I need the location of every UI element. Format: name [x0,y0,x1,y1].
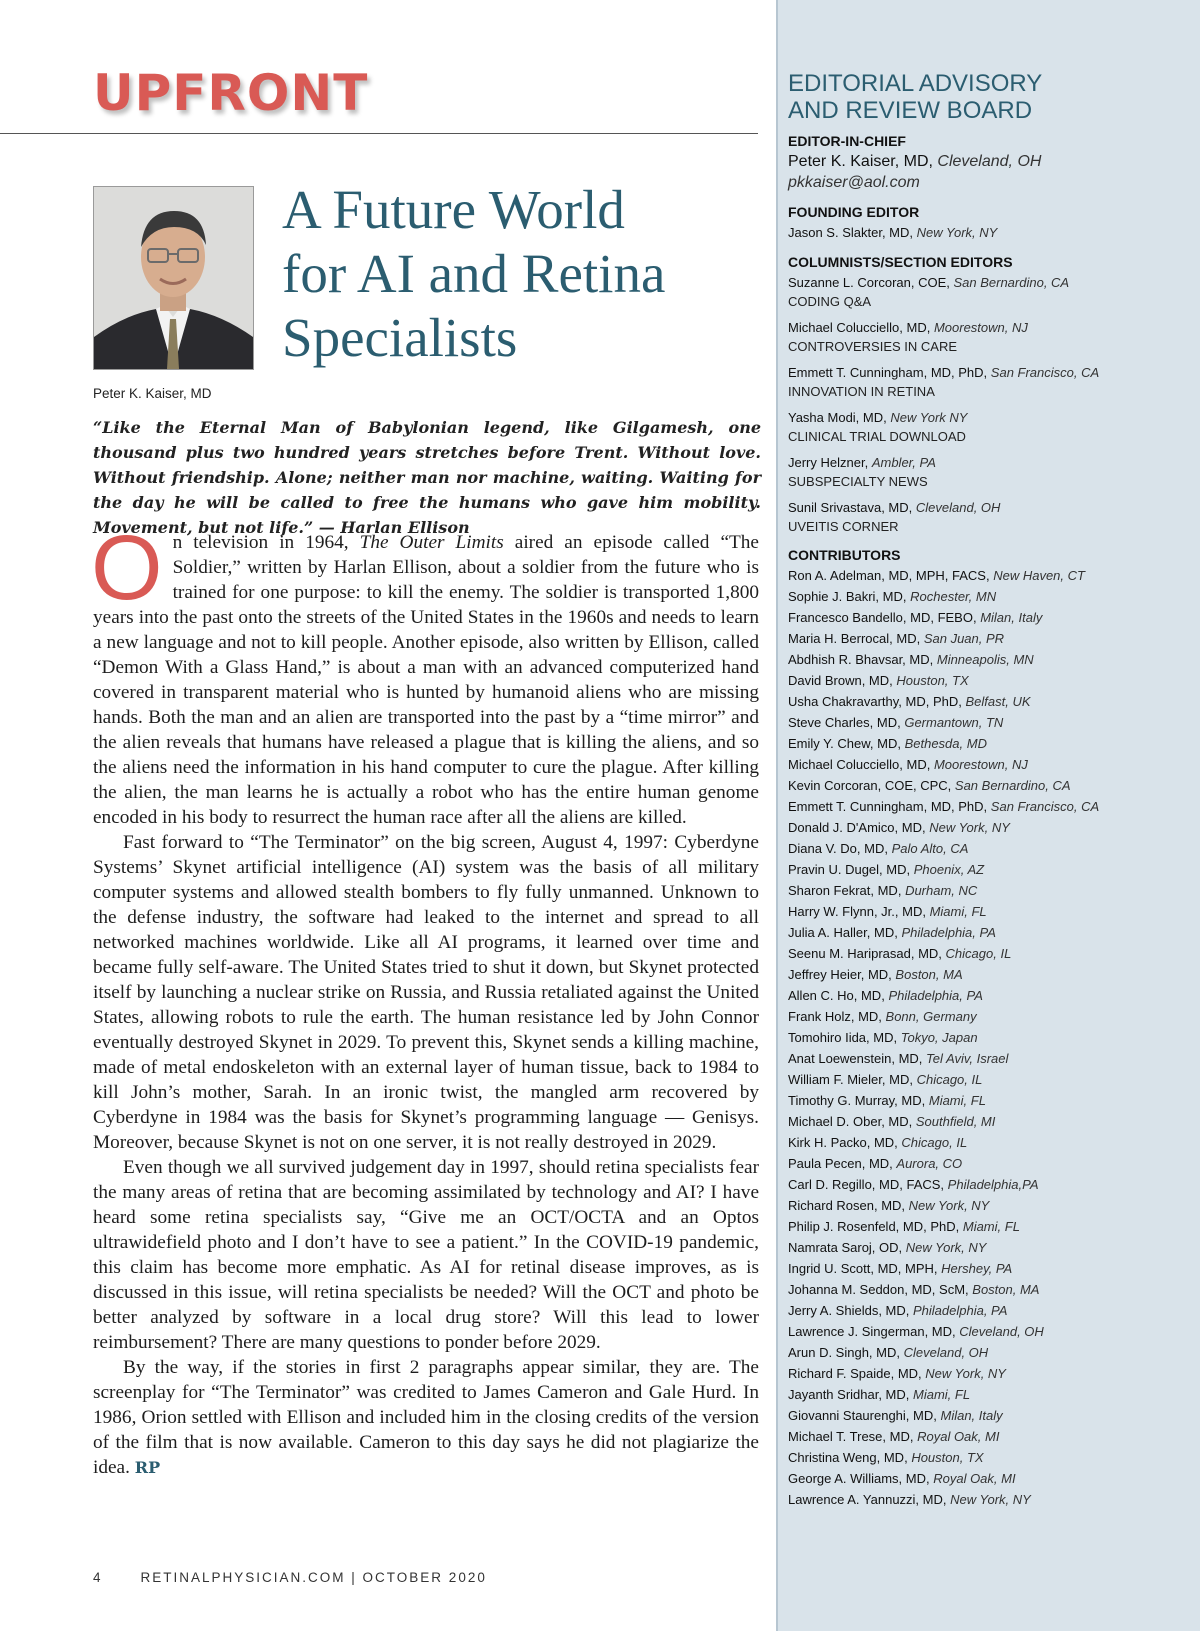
columnist-section: CONTROVERSIES IN CARE [788,339,958,354]
editorial-board-sidebar [776,0,1200,1631]
contributor-location: New York, NY [950,1492,1031,1507]
paragraph-1-text: n television in 1964, [172,532,360,553]
contributor-location: Tel Aviv, Israel [926,1051,1009,1066]
contributors-block [788,546,1188,1510]
columnist-entry [788,362,1188,401]
columnist-location: San Bernardino, CA [953,275,1070,290]
contributor-location: Bonn, Germany [885,1009,977,1024]
sidebar-title [788,70,1188,124]
contributor-name: Philip J. Rosenfeld, MD, PhD, [788,1219,960,1234]
headline-line: A Future World [282,179,625,240]
contributor-item [788,691,1188,712]
contributor-location: Houston, TX [896,673,969,688]
contributor-name: Kevin Corcoran, COE, CPC, [788,778,952,793]
contributor-name: Michael D. Ober, MD, [788,1114,913,1129]
contributor-location: New York, NY [929,820,1010,835]
contributor-location: Miami, FL [929,904,987,919]
contributor-name: Richard Rosen, MD, [788,1198,906,1213]
contributor-name: Johanna M. Seddon, MD, ScM, [788,1282,969,1297]
contributor-name: Steve Charles, MD, [788,715,901,730]
author-portrait-illustration [94,187,253,369]
contributor-name: Emily Y. Chew, MD, [788,736,901,751]
contributors-heading: CONTRIBUTORS [788,547,901,563]
contributor-location: New York, NY [905,1240,987,1255]
contributor-item [788,943,1188,964]
contributor-location: Aurora, CO [896,1156,963,1171]
header-rule [0,133,758,134]
columnist-line [788,497,1188,518]
sidebar-title-line: AND REVIEW BOARD [788,97,1033,124]
columnist-line [788,317,1188,338]
contributor-name: Arun D. Singh, MD, [788,1345,900,1360]
contributor-name: Tomohiro Iida, MD, [788,1030,898,1045]
contributor-location: Hershey, PA [941,1261,1013,1276]
page-number: 4 [93,1570,101,1585]
contributor-item [788,775,1188,796]
contributor-item [788,1321,1188,1342]
photo-caption: Peter K. Kaiser, MD [93,386,212,401]
contributor-name: Paula Pecen, MD, [788,1156,893,1171]
contributor-item [788,1153,1188,1174]
contributor-name: Carl D. Regillo, MD, FACS, [788,1177,945,1192]
contributor-name: Christina Weng, MD, [788,1450,908,1465]
columnist-line [788,362,1188,383]
contributor-name: Giovanni Staurenghi, MD, [788,1408,937,1423]
contributor-item [788,1342,1188,1363]
page-footer [93,1570,487,1585]
contributor-name: Ingrid U. Scott, MD, MPH, [788,1261,938,1276]
columnist-section: CODING Q&A [788,294,872,309]
paragraph-1 [91,517,759,830]
contributor-location: Philadelphia,PA [947,1177,1039,1192]
contributor-item [788,1111,1188,1132]
contributor-name: Emmett T. Cunningham, MD, PhD, [788,799,988,814]
contributor-item [788,1174,1188,1195]
drop-cap: O [91,517,163,619]
contributor-item [788,712,1188,733]
contributor-item [788,733,1188,754]
columnist-entry [788,407,1188,446]
signoff-mark: RP [134,1458,161,1477]
contributor-location: New York, NY [925,1366,1006,1381]
contributor-name: Frank Holz, MD, [788,1009,882,1024]
contributor-item [788,1489,1188,1510]
paragraph-2: Fast forward to “The Terminator” on the big screen, August 4, 1997: Cyberdyne Systems’ Skynet artificial intelligence (AI) system was the basis of all military computer systems and allowed stealth bombers to fly fully unmanned. Unknown to the defense industry, the software had leaked to the internet and spread to all networked machines worldwide. Like all AI programs, it learned over time and became fully self-aware. The United States tried to shut it down, but Skynet protected itself by launching a nuclear strike on Russia, and Russia retaliated against the United States, allowing robots to rule the earth. The human resistance led by John Connor eventually destroyed Skynet in 2029. To prevent this, Skynet sends a killing machine, made of metal endoskeleton with an external layer of human tissue, back to 1984 to kill John’s mother, Sarah. In an ironic twist, the mangled arm recovered by Cyberdyne in 1984 was the basis for Skynet’s programming language — Genisys. Moreover, because Skynet is not on one server, it is not really destroyed in 2029. [93,832,759,1153]
contributor-item [788,1069,1188,1090]
contributor-location: Tokyo, Japan [900,1030,978,1045]
contributor-location: Boston, MA [895,967,963,982]
contributor-item [788,880,1188,901]
contributor-item [788,628,1188,649]
contributor-name: David Brown, MD, [788,673,893,688]
contributor-name: Abdhish R. Bhavsar, MD, [788,652,934,667]
publication-line: RETINALPHYSICIAN.COM | OCTOBER 2020 [140,1570,487,1585]
contributor-item [788,922,1188,943]
contributor-item [788,1027,1188,1048]
contributor-item [788,1132,1188,1153]
article-headline [282,178,665,370]
paragraph-4-text: By the way, if the stories in first 2 paragraphs appear similar, they are. The screenplay for “The Terminator” was credited to James Cameron and Gale Hurd. In 1986, Orion settled with Ellison and included him in the closing credits of the version of the film that is now available. Cameron to this day says he did not plagiarize the idea. [93,1357,759,1478]
contributor-name: Julia A. Haller, MD, [788,925,898,940]
show-title: The Outer Limits [359,532,504,553]
columnist-line [788,272,1188,293]
columnist-name: Sunil Srivastava, MD, [788,500,913,515]
contributor-item [788,754,1188,775]
contributor-name: Michael Colucciello, MD, [788,757,931,772]
contributor-name: Donald J. D'Amico, MD, [788,820,926,835]
contributor-item [788,1090,1188,1111]
contributor-item [788,1216,1188,1237]
columnist-name: Jerry Helzner, [788,455,869,470]
contributor-name: Jerry A. Shields, MD, [788,1303,910,1318]
editor-in-chief-block [788,132,1188,193]
contributor-location: Miami, FL [928,1093,986,1108]
contributor-location: Royal Oak, MI [917,1429,1000,1444]
contributor-location: San Juan, PR [923,631,1005,646]
columnist-location: Cleveland, OH [915,500,1001,515]
paragraph-3: Even though we all survived judgement day in 1997, should retina specialists fear the many areas of retina that are becoming assimilated by technology and AI? I have heard some retina specialists say, “Give me an OCT/OCTA and an Optos ultrawidefield photo and I don’t have to see a patient.” In the COVID-19 pandemic, this claim has become more emphatic. As AI for retinal disease improves, as is discussed in this issue, will retina specialists be needed? Will the OCT and photo be better analyzed by software in a local drug store? Will this lead to lower reimbursement? There are many questions to ponder before 2029. [93,1157,759,1353]
contributor-name: Sharon Fekrat, MD, [788,883,902,898]
columnist-section: UVEITIS CORNER [788,519,899,534]
contributor-name: Richard F. Spaide, MD, [788,1366,922,1381]
columnist-section: CLINICAL TRIAL DOWNLOAD [788,429,966,444]
contributor-location: San Francisco, CA [990,799,1100,814]
contributor-item [788,1048,1188,1069]
contributor-item [788,1447,1188,1468]
contributor-location: Chicago, IL [916,1072,983,1087]
contributor-item [788,1468,1188,1489]
headline-line: Specialists [282,307,518,368]
contributor-item [788,1426,1188,1447]
contributor-item [788,796,1188,817]
columnist-entry [788,452,1188,491]
editor-in-chief-email: pkkaiser@aol.com [788,174,920,191]
columnist-location: New York NY [890,410,968,425]
contributor-location: New York, NY [908,1198,990,1213]
editor-in-chief-name-line [788,151,1188,172]
contributor-location: Houston, TX [911,1450,984,1465]
columnist-name: Emmett T. Cunningham, MD, PhD, [788,365,988,380]
contributor-location: Palo Alto, CA [891,841,969,856]
contributor-name: Sophie J. Bakri, MD, [788,589,907,604]
contributor-location: Minneapolis, MN [936,652,1034,667]
contributor-location: Boston, MA [972,1282,1040,1297]
contributor-item [788,670,1188,691]
sidebar-title-line: EDITORIAL ADVISORY [788,70,1043,97]
contributor-location: Belfast, UK [965,694,1031,709]
editor-in-chief-location: Cleveland, OH [937,153,1042,170]
contributor-name: Diana V. Do, MD, [788,841,888,856]
contributor-name: Jayanth Sridhar, MD, [788,1387,910,1402]
contributor-location: Durham, NC [905,883,978,898]
contributor-location: Milan, Italy [980,610,1043,625]
contributor-item [788,1195,1188,1216]
contributor-name: Anat Loewenstein, MD, [788,1051,923,1066]
columnist-location: San Francisco, CA [990,365,1100,380]
founding-editor-block [788,203,1188,243]
contributor-name: Lawrence A. Yannuzzi, MD, [788,1492,947,1507]
contributor-location: Phoenix, AZ [913,862,985,877]
columnist-entry [788,497,1188,536]
contributor-item [788,964,1188,985]
contributor-item [788,586,1188,607]
contributor-item [788,1363,1188,1384]
contributor-name: Jeffrey Heier, MD, [788,967,892,982]
contributor-item [788,817,1188,838]
columnists-block [788,253,1188,536]
contributor-name: George A. Williams, MD, [788,1471,930,1486]
contributor-item [788,607,1188,628]
columnist-section: INNOVATION IN RETINA [788,384,935,399]
contributor-location: Cleveland, OH [903,1345,989,1360]
contributor-location: Rochester, MN [910,589,997,604]
article-body [91,517,759,1480]
columnist-location: Moorestown, NJ [933,320,1028,335]
section-label: UPFRONT [93,64,369,122]
columnist-line [788,452,1188,473]
contributor-location: Southfield, MI [915,1114,996,1129]
contributor-location: Cleveland, OH [959,1324,1044,1339]
editor-in-chief-name: Peter K. Kaiser, MD, [788,153,933,170]
contributor-item [788,565,1188,586]
paragraph-4 [93,1355,759,1480]
contributor-name: Lawrence J. Singerman, MD, [788,1324,956,1339]
contributor-location: Miami, FL [913,1387,971,1402]
contributor-location: Royal Oak, MI [933,1471,1016,1486]
contributor-item [788,1384,1188,1405]
columnist-line [788,407,1188,428]
contributor-name: Pravin U. Dugel, MD, [788,862,911,877]
contributor-name: Ron A. Adelman, MD, MPH, FACS, [788,568,990,583]
columnist-name: Yasha Modi, MD, [788,410,887,425]
contributor-item [788,1237,1188,1258]
columnist-location: Ambler, PA [871,455,936,470]
founding-editor-line [788,222,1188,243]
contributor-location: Chicago, IL [945,946,1012,961]
contributor-name: Francesco Bandello, MD, FEBO, [788,610,977,625]
contributor-item [788,1300,1188,1321]
contributor-location: Philadelphia, PA [888,988,983,1003]
contributor-name: Allen C. Ho, MD, [788,988,885,1003]
columnist-entry [788,272,1188,311]
contributor-name: Usha Chakravarthy, MD, PhD, [788,694,962,709]
contributor-item [788,859,1188,880]
columnist-section: SUBSPECIALTY NEWS [788,474,928,489]
contributor-location: Bethesda, MD [904,736,987,751]
contributor-location: Germantown, TN [904,715,1004,730]
author-photo [93,186,254,370]
contributor-name: Maria H. Berrocal, MD, [788,631,921,646]
columnist-name: Suzanne L. Corcoran, COE, [788,275,950,290]
contributor-name: Seenu M. Hariprasad, MD, [788,946,942,961]
contributor-name: Kirk H. Packo, MD, [788,1135,898,1150]
contributor-location: Chicago, IL [901,1135,968,1150]
contributor-location: Miami, FL [962,1219,1020,1234]
columnist-name: Michael Colucciello, MD, [788,320,931,335]
contributor-location: Philadelphia, PA [901,925,996,940]
editor-in-chief-heading: EDITOR-IN-CHIEF [788,133,906,149]
columnist-entry [788,317,1188,356]
contributor-name: Harry W. Flynn, Jr., MD, [788,904,926,919]
contributor-location: Milan, Italy [940,1408,1003,1423]
contributor-location: New Haven, CT [993,568,1085,583]
contributor-item [788,649,1188,670]
contributors-list [788,565,1188,1510]
founding-editor-name: Jason S. Slakter, MD, [788,225,913,240]
headline-line: for AI and Retina [282,243,666,304]
epigraph-quote: “Like the Eternal Man of Babylonian legend, like Gilgamesh, one thousand plus two hundred years stretches before Trent. Without love. Without friendship. Alone; neither man nor machine, waiting. Waiting for the day he will be called to free the humans who gave him mobility. Movement, but not life.” — Harlan Ellison [93,418,761,537]
contributor-item [788,1006,1188,1027]
contributor-name: Namrata Saroj, OD, [788,1240,903,1255]
contributor-item [788,1258,1188,1279]
contributor-location: San Bernardino, CA [954,778,1071,793]
contributor-item [788,1279,1188,1300]
columnists-heading: COLUMNISTS/SECTION EDITORS [788,254,1013,270]
contributor-name: Timothy G. Murray, MD, [788,1093,926,1108]
contributor-name: Michael T. Trese, MD, [788,1429,914,1444]
contributor-item [788,838,1188,859]
contributor-location: Moorestown, NJ [933,757,1028,772]
contributor-item [788,985,1188,1006]
founding-editor-heading: FOUNDING EDITOR [788,204,920,220]
paragraph-1-text-cont: aired an episode called “The Soldier,” written by Harlan Ellison, about a soldier from the future who is trained for one purpose: to kill the enemy. The soldier is transported 1,800 years into the past onto the streets of the United States in the 1960s and needs to learn a new language and not to kill people. Another episode, also written by Ellison, called “Demon With a Glass Hand,” is about a man with an advanced computerized hand covered in transparent material who is hunted by humanoid aliens who are missing hands. Both the man and an alien are transported into the past by a “time mirror” and the alien reveals that humans have released a plague that is killing the aliens, and so the aliens need the information in his hand computer to cure the plague. After killing the alien, the man learns he is actually a robot who has the entire human genome encoded in his body to resurrect the human race after all the aliens are killed. [93,532,759,828]
contributor-name: William F. Mieler, MD, [788,1072,913,1087]
contributor-item [788,901,1188,922]
contributor-location: Philadelphia, PA [913,1303,1008,1318]
contributor-item [788,1405,1188,1426]
founding-editor-location: New York, NY [916,225,998,240]
